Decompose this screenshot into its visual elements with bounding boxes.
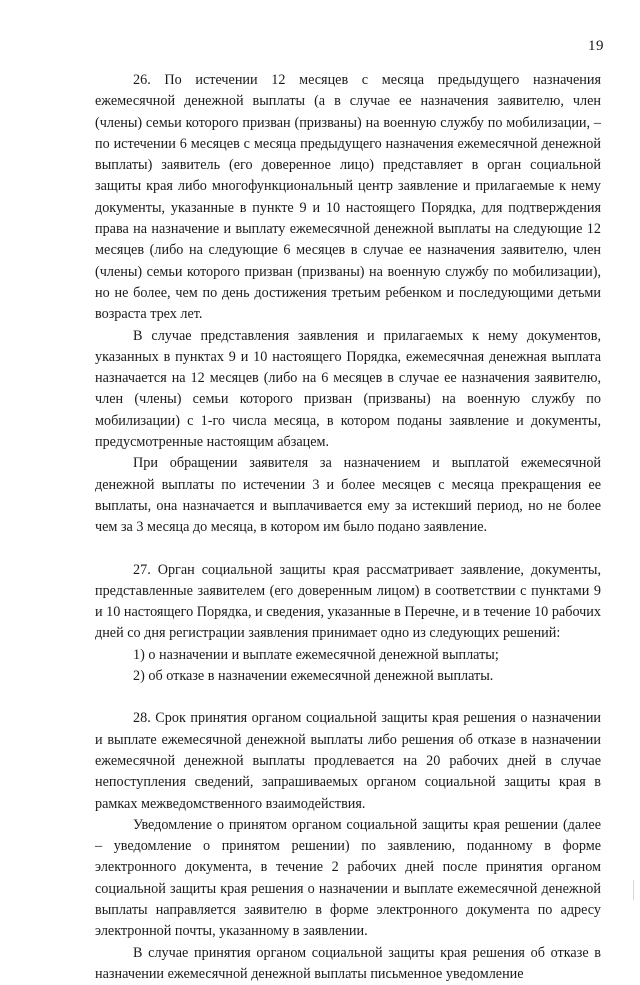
section-gap <box>95 687 601 708</box>
paragraph-26-late-request: При обращении заявителя за назначением и выплатой ежемесячной денежной выплаты по истечении 3 и более месяцев с месяца прекращения ее выплаты, она назначается и выплачивается ему за истекший период, но не более чем за 3 месяца до месяца, в котором им было подано заявление. <box>95 455 601 536</box>
document-body <box>95 70 601 985</box>
section-gap <box>95 539 601 560</box>
paragraph-26-case-submission: В случае представления заявления и прилагаемых к нему документов, указанных в пунктах 9 и 10 настоящего Порядка, ежемесячная денежная выплата назначается на 12 месяцев (либо на 6 месяцев в случае ее назначения заявителю, член (члены) семьи которого призван (призваны) на военную службу по мобилизации) с 1-го числа месяца, в котором поданы заявление и документы, предусмотренные настоящим абзацем. <box>95 327 601 451</box>
paragraph-28: 28. Срок принятия органом социальной защиты края решения о назначении и выплате ежемесячной денежной выплаты либо решения об отказе в назначении ежемесячной денежной выплаты продлевается на 20 рабочих дней в случае непоступления сведений, запрашиваемых органом социальной защиты края в рамках межведомственного взаимодействия. <box>95 710 601 812</box>
paragraph-27: 27. Орган социальной защиты края рассматривает заявление, документы, представленные заявителем (его доверенным лицом) в соответствии с пунктами 9 и 10 настоящего Порядка, и сведения, указанные в Перечне, и в течение 10 рабочих дней со дня регистрации заявления принимает одно из следующих решений: <box>95 561 601 642</box>
page-number: 19 <box>588 38 604 54</box>
decision-option-1: 1) о назначении и выплате ежемесячной денежной выплаты; <box>133 646 499 663</box>
paragraph-28-refusal: В случае принятия органом социальной защиты края решения об отказе в назначении ежемесячной денежной выплаты письменное уведомление <box>95 944 601 982</box>
paragraph-26: 26. По истечении 12 месяцев с месяца предыдущего назначения ежемесячной денежной выплаты (а в случае ее назначения заявителю, член (члены) семьи которого призван (призваны) на военную службу по мобилизации, – по истечении 6 месяцев с месяца предыдущего назначения ежемесячной денежной выплаты) заявитель (его доверенное лицо) представляет в орган социальной защиты края либо многофункциональный центр заявление и прилагаемые к нему документы, указанные в пункте 9 и 10 настоящего Порядка, для подтверждения права на назначение и выплату ежемесячной денежной выплаты на следующие 12 месяцев (либо на следующие 6 месяцев в случае ее назначения заявителю, член (члены) семьи которого призван (призваны) на военную службу по мобилизации), но не более, чем по день достижения третьим ребенком и последующими детьми возраста трех лет. <box>95 72 601 323</box>
paragraph-28-notification: Уведомление о принятом органом социальной защиты края решении (далее – уведомление о принятом решении) по заявлению, поданному в форме электронного документа, в течение 2 рабочих дней после принятия органом социальной защиты края решения о назначении и выплате ежемесячной денежной выплаты направляется заявителю в форме электронного документа по адресу электронной почты, указанному в заявлении. <box>95 816 601 940</box>
decision-option-2: 2) об отказе в назначении ежемесячной денежной выплаты. <box>133 668 494 685</box>
scan-edge-mark <box>633 880 634 900</box>
